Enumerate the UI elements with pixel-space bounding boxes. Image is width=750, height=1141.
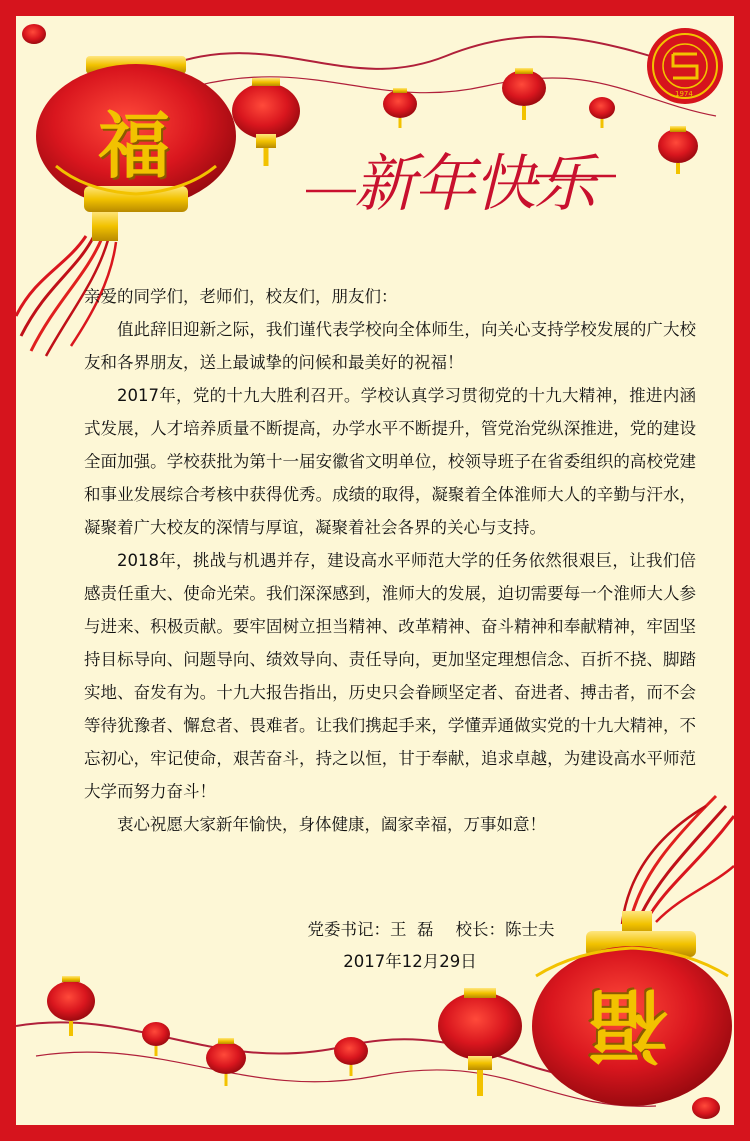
school-logo-year: 1974 (675, 90, 693, 98)
top-lantern-2 (383, 88, 417, 128)
letter-paragraph: 2017年，党的十九大胜利召开。学校认真学习贯彻党的十九大精神，推进内涵式发展，人才培养质量不断提高，办学水平不断提升，管党治党纵深推进，党的建设全面加强。学校获批为第十一届安徽省文明单位，校领导班子在省委组织的高校党建和事业发展综合考核中获得优秀。成绩的取得，凝聚着全体淮师大人的辛勤与汗水，凝聚着广大校友的深情与厚谊，凝聚着社会各界的关心与支持。 (84, 386, 696, 537)
president: 校长：陈士夫 (455, 920, 555, 939)
signature-names (16, 914, 734, 946)
bottom-lantern-6 (692, 1097, 720, 1119)
fu-character-right: 福 (588, 978, 668, 1072)
letter-body (84, 280, 696, 841)
bottom-lantern-3 (206, 1038, 246, 1086)
new-year-title: 新年快乐 (354, 147, 595, 220)
top-lantern-6 (22, 24, 46, 44)
greeting-card (16, 16, 734, 1125)
letter-paragraph: 2018年，挑战与机遇并存，建设高水平师范大学的任务依然很艰巨，让我们倍感责任重大、使命光荣。我们深深感到，淮师大的发展，迫切需要每一个淮师大人参与进来、积极贡献。要牢固树立担当精神、改革精神、奋斗精神和奉献精神，牢固坚持目标导向、问题导向、绩效导向、责任导向，更加坚定理想信念、百折不挠、脚踏实地、奋发有为。十九大报告指出，历史只会眷顾坚定者、奋进者、搏击者，而不会等待犹豫者、懈怠者、畏难者。让我们携起手来，学懂弄通做实党的十九大精神，不忘初心，牢记使命，艰苦奋斗，持之以恒，甘于奉献，追求卓越，为建设高水平师范大学而努力奋斗！ (84, 551, 696, 801)
salutation: 亲爱的同学们，老师们，校友们，朋友们： (84, 287, 398, 306)
top-lantern-3 (502, 68, 546, 120)
party-secretary: 党委书记：王 磊 (307, 920, 434, 939)
bottom-lantern-1 (47, 976, 95, 1036)
bottom-lantern-4 (334, 1037, 368, 1076)
top-lantern-5 (658, 126, 698, 174)
signature-block (16, 914, 734, 978)
letter-paragraph: 值此辞旧迎新之际，我们谨代表学校向全体师生，向关心支持学校发展的广大校友和各界朋友，送上最诚挚的问候和最美好的祝福！ (84, 320, 696, 372)
fu-character-left: 福 (98, 103, 171, 188)
top-lantern-1 (232, 78, 300, 166)
top-swirl-line (166, 37, 716, 76)
top-lantern-4 (589, 97, 615, 128)
letter-paragraph: 衷心祝愿大家新年愉快，身体健康，阖家幸福，万事如意！ (117, 815, 546, 834)
bottom-lantern-2 (142, 1022, 170, 1056)
signature-date: 2017年12月29日 (343, 952, 477, 971)
